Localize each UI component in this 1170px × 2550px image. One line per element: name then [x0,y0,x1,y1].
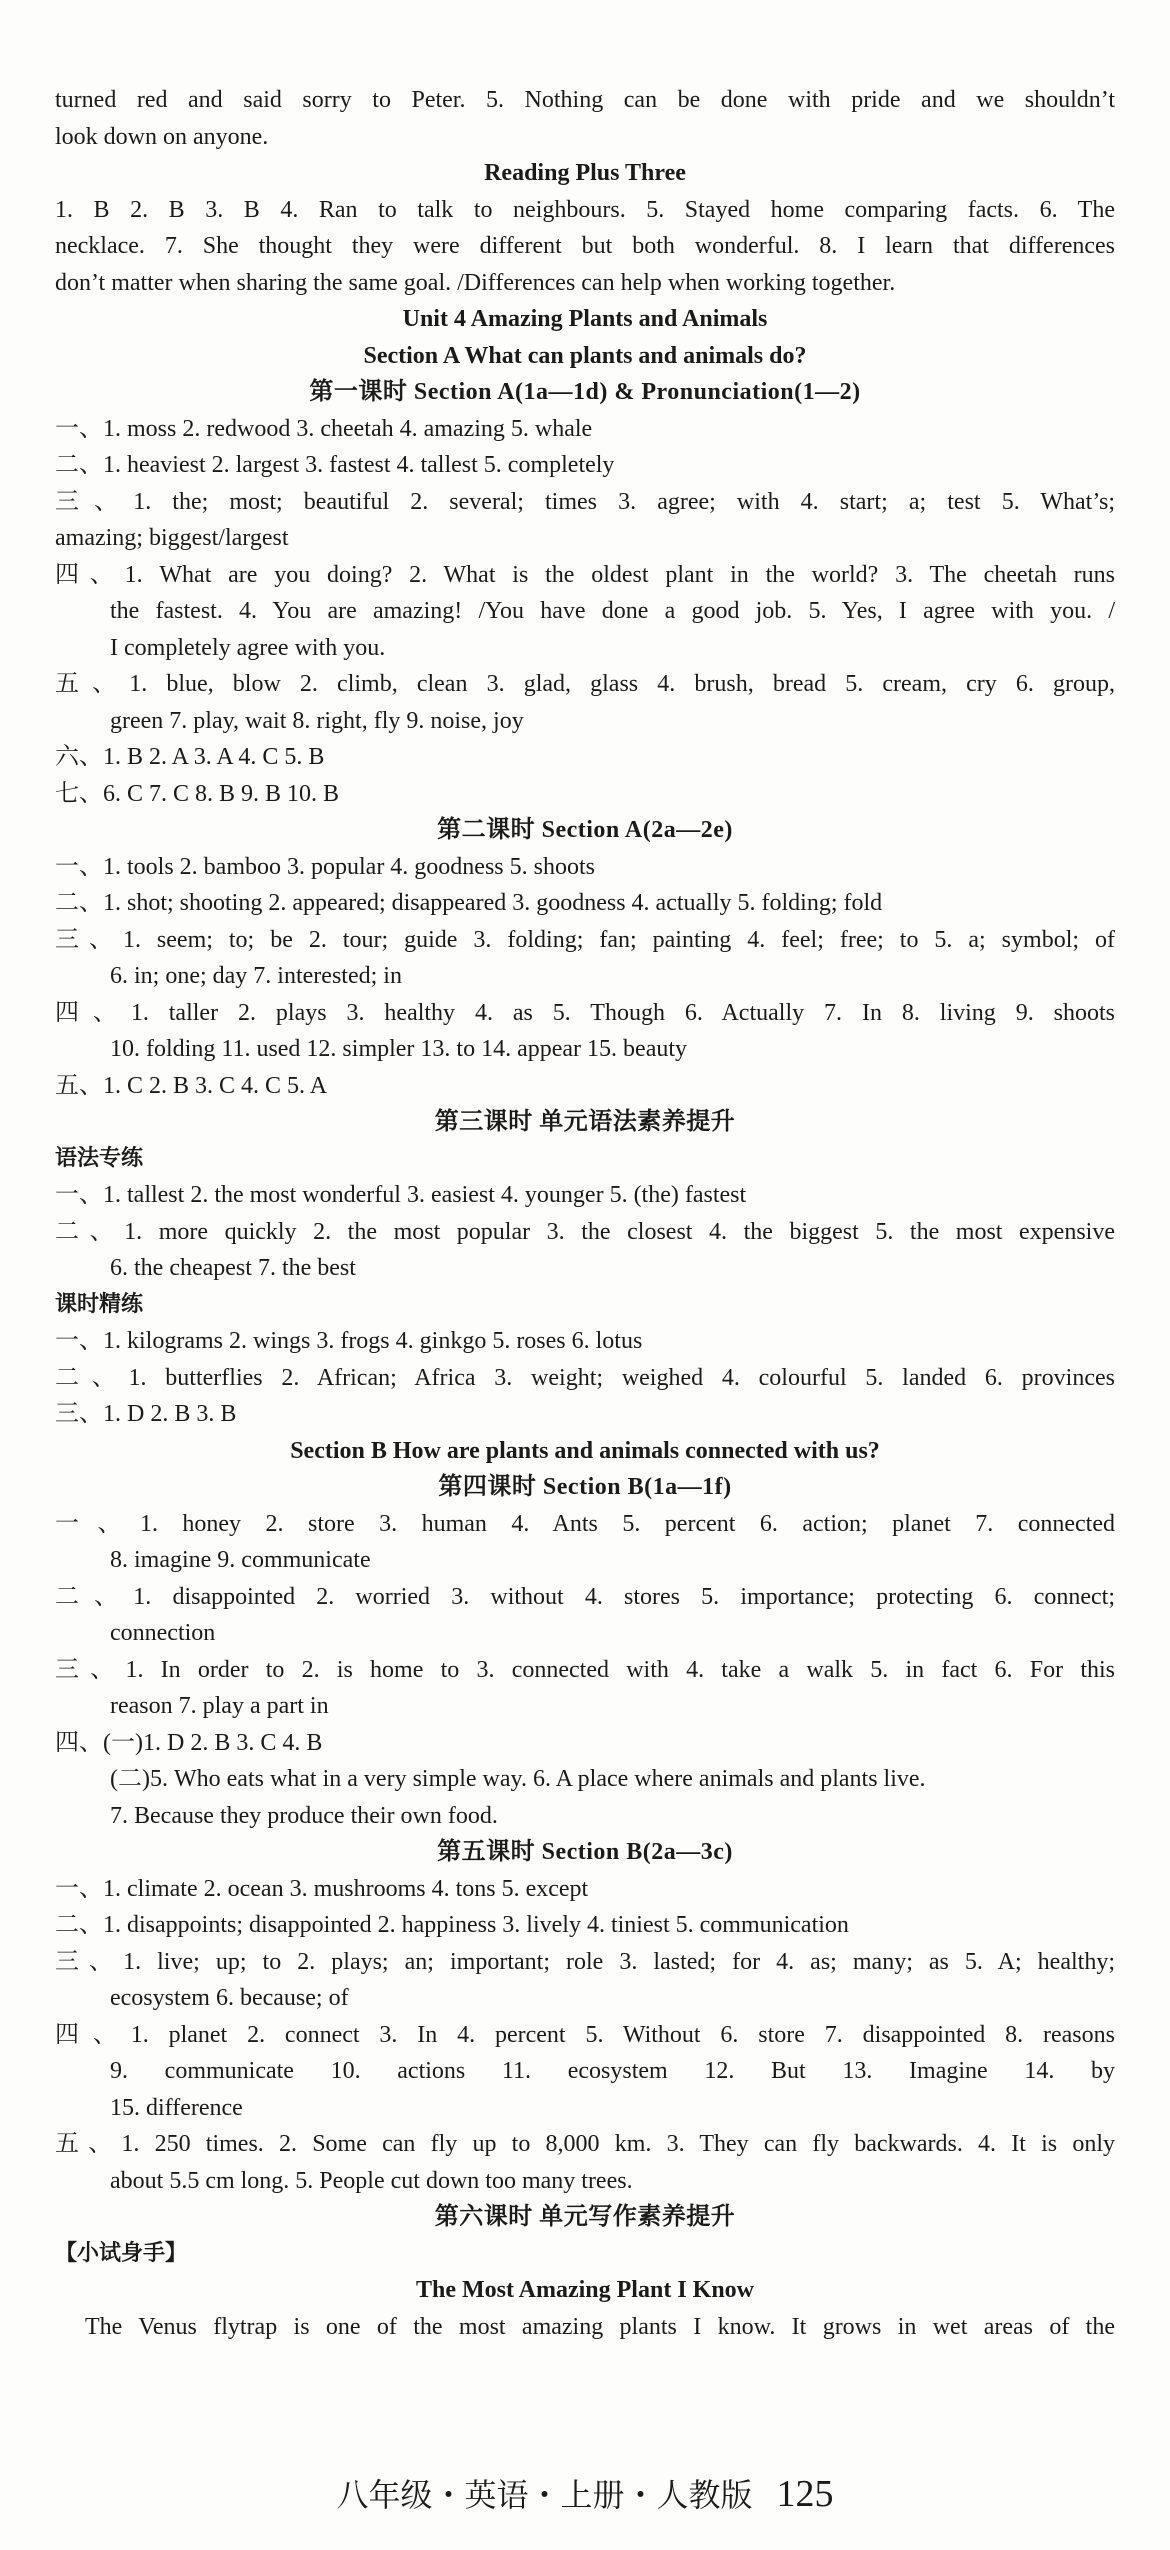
subsection-label: 语法专练 [55,1145,144,1171]
section-heading: The Most Amazing Plant I Know [415,2277,754,2303]
answer-line: (二)5. Who eats what in a very simple way. 6. A place where animals and plants live. [110,1766,926,1792]
answer-line: connection [110,1620,216,1646]
answer-line: 二、1. more quickly 2. the most popular 3. the closest 4. the biggest 5. the most expensive [55,1218,1115,1245]
answer-line: 7. Because they produce their own food. [110,1802,498,1829]
lesson-heading: 第三课时 单元语法素养提升 [434,1109,736,1135]
answer-line: 一、1. honey 2. store 3. human 4. Ants 5. percent 6. action; planet 7. connected [55,1510,1115,1537]
subsection-label: 课时精练 [55,1291,144,1317]
answer-line: 五、1. blue, blow 2. climb, clean 3. glad, glass 4. brush, bread 5. cream, cry 6. group, [55,671,1115,697]
answer-content [55,82,1115,2345]
lesson-heading: 第二课时 Section A(2a—2e) [437,817,733,843]
section-heading: Reading Plus Three [484,160,686,186]
answer-line: 三、1. In order to 2. is home to 3. connected with 4. take a walk 5. in fact 6. For this [55,1656,1115,1683]
answer-line: 6. in; one; day 7. interested; in [110,963,402,989]
answer-line: 二、1. butterflies 2. African; Africa 3. weight; weighed 4. colourful 5. landed 6. provinces [55,1364,1115,1391]
answer-line: 四、1. planet 2. connect 3. In 4. percent 5. Without 6. store 7. disappointed 8. reasons [55,2021,1115,2048]
answer-line: don’t matter when sharing the same goal. /Differences can help when working together. [55,269,896,296]
answer-line: 二、1. shot; shooting 2. appeared; disappeared 3. goodness 4. actually 5. folding; fold [55,890,883,916]
answer-line: 七、6. C 7. C 8. B 9. B 10. B [55,780,340,807]
book-label: 八年级・英语・上册・人教版 [336,2477,753,2513]
answer-line: 四、1. What are you doing? 2. What is the oldest plant in the world? 3. The cheetah runs [55,561,1115,588]
answer-line: 六、1. B 2. A 3. A 4. C 5. B [55,744,325,770]
answer-line: 三、1. the; most; beautiful 2. several; times 3. agree; with 4. start; a; test 5. What’s; [55,488,1115,515]
answer-line: 6. the cheapest 7. the best [110,1255,356,1281]
answer-line: 二、1. heaviest 2. largest 3. fastest 4. tallest 5. completely [55,452,615,478]
answer-line: I completely agree with you. [110,634,386,661]
answer-line: turned red and said sorry to Peter. 5. Nothing can be done with pride and we shouldn’t [55,87,1115,113]
answer-line: the fastest. 4. You are amazing! /You have done a good job. 5. Yes, I agree with you. / [110,598,1115,624]
answer-line: 1. B 2. B 3. B 4. Ran to talk to neighbours. 5. Stayed home comparing facts. 6. The [55,196,1115,223]
answer-line: 一、1. tallest 2. the most wonderful 3. easiest 4. younger 5. (the) fastest [55,1182,747,1208]
answer-line: 一、1. kilograms 2. wings 3. frogs 4. ginkgo 5. roses 6. lotus [55,1328,643,1354]
answer-line: 四、1. taller 2. plays 3. healthy 4. as 5. Though 6. Actually 7. In 8. living 9. shoots [55,999,1115,1026]
answer-line: 四、(一)1. D 2. B 3. C 4. B [55,1729,323,1756]
page-footer [0,2474,1170,2515]
answer-line: ecosystem 6. because; of [110,1985,349,2011]
lesson-heading: 第五课时 Section B(2a—3c) [437,1839,733,1865]
section-heading: Section B How are plants and animals connected with us? [290,1437,880,1464]
answer-line: 三、1. D 2. B 3. B [55,1401,237,1427]
answer-line: 二、1. disappointed 2. worried 3. without 4. stores 5. importance; protecting 6. connect; [55,1583,1115,1610]
answer-line: necklace. 7. She thought they were different but both wonderful. 8. I learn that differences [55,233,1115,259]
answer-line: 五、1. C 2. B 3. C 4. C 5. A [55,1072,328,1099]
lesson-heading: 第一课时 Section A(1a—1d) & Pronunciation(1—2) [309,379,861,405]
answer-line: 10. folding 11. used 12. simpler 13. to 14. appear 15. beauty [110,1036,688,1062]
answer-line: look down on anyone. [55,123,269,150]
answer-line: 二、1. disappoints; disappointed 2. happiness 3. lively 4. tiniest 5. communication [55,1912,849,1938]
answer-line: 9. communicate 10. actions 11. ecosystem 12. But 13. Imagine 14. by [110,2058,1115,2084]
subsection-label: 【小试身手】 [55,2240,188,2266]
answer-line: 一、1. moss 2. redwood 3. cheetah 4. amazing 5. whale [55,415,593,442]
page-number: 125 [776,2473,834,2515]
answer-line: green 7. play, wait 8. right, fly 9. noise, joy [110,707,524,734]
answer-line: 一、1. climate 2. ocean 3. mushrooms 4. tons 5. except [55,1875,589,1902]
section-heading: Section A What can plants and animals do? [363,342,807,369]
answer-line: 三、1. live; up; to 2. plays; an; important; role 3. lasted; for 4. as; many; as 5. A; healthy; [55,1948,1115,1975]
answer-line: 一、1. tools 2. bamboo 3. popular 4. goodness 5. shoots [55,853,595,880]
answer-line: The Venus flytrap is one of the most amazing plants I know. It grows in wet areas of the [85,2313,1115,2340]
answer-line: 三、1. seem; to; be 2. tour; guide 3. folding; fan; painting 4. feel; free; to 5. a; symbol; of [55,926,1115,953]
answer-line: 15. difference [110,2094,243,2121]
answer-line: about 5.5 cm long. 5. People cut down too many trees. [110,2167,633,2194]
lesson-heading: 第六课时 单元写作素养提升 [434,2204,736,2230]
answer-line: amazing; biggest/largest [55,525,289,551]
lesson-heading: 第四课时 Section B(1a—1f) [438,1474,732,1500]
answer-line: reason 7. play a part in [110,1693,329,1719]
answer-line: 8. imagine 9. communicate [110,1547,371,1573]
answer-line: 五、1. 250 times. 2. Some can fly up to 8,000 km. 3. They can fly backwards. 4. It is only [55,2131,1115,2157]
section-heading: Unit 4 Amazing Plants and Animals [402,306,768,332]
